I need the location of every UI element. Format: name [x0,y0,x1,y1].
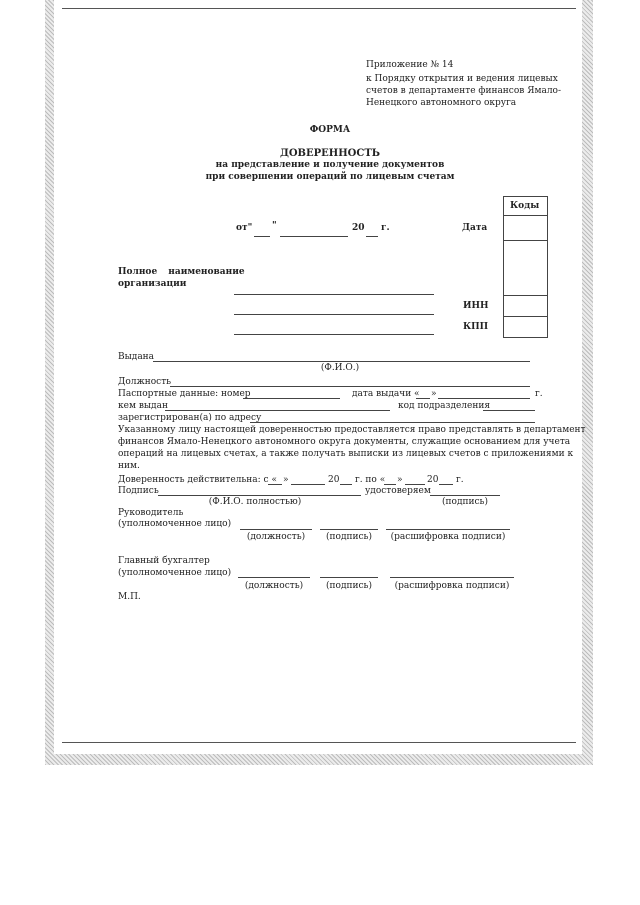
issued-label: Выдана [118,352,155,362]
accountant-position-line [238,577,310,578]
body-text-line-4: ним. [118,461,140,471]
validity-from-day-line [268,484,282,485]
head-decode-caption: (расшифровка подписи) [390,532,506,542]
registered-line [250,422,535,423]
inn-label: ИНН [463,301,489,311]
org-name-line-1 [234,294,434,295]
org-label-line-1: Полное наименование [118,267,245,277]
issue-date-mid: » [431,389,437,399]
position-line [170,386,530,387]
inn-code-cell [503,295,548,317]
accountant-sign-caption: (подпись) [326,581,372,591]
document-subtitle-2: при совершении операций по лицевым счетам [205,172,455,182]
validity-year-prefix: 20 [328,475,340,485]
issued-line [153,361,530,362]
head-position-caption: (должность) [246,532,306,542]
issue-date-label: дата выдачи « [352,389,420,399]
body-text-line-2: финансов Ямало-Ненецкого автономного округа документы, служащие основанием для учета [118,437,571,447]
head-sign-line [320,529,378,530]
dept-code-label: код подразделения [398,401,491,411]
validity-label: Доверенность действительна: с « [118,475,277,485]
blank-code-cell [503,240,548,296]
date-from-label: от" [236,223,253,233]
issued-by-line [165,410,390,411]
issued-by-label: кем выдан [118,401,168,411]
kpp-label: КПП [463,322,489,332]
date-year-line [366,236,378,237]
date-day-line [254,236,270,237]
validity-year-suffix: г. [456,475,464,485]
head-sign-caption: (подпись) [326,532,372,542]
appendix-number: Приложение № 14 [366,60,454,70]
date-year-suffix: г. [381,223,390,233]
accountant-label: Главный бухгалтер [118,556,210,566]
issue-date-year: г. [535,389,543,399]
certify-sign-line [430,495,500,496]
validity-quote-close: » [283,475,289,485]
date-code-cell [503,215,548,241]
date-year-prefix: 20 [352,223,365,233]
accountant-sign-line [320,577,378,578]
signature-line [158,495,361,496]
validity-quote-close-2: » [397,475,403,485]
org-name-line-3 [234,334,434,335]
kpp-code-cell [503,316,548,338]
appendix-line-3: Ненецкого автономного округа [366,98,517,108]
form-label: ФОРМА [309,125,351,135]
validity-to-label: г. по « [355,475,386,485]
validity-year-prefix-2: 20 [427,475,439,485]
appendix-line-2: счетов в департаменте финансов Ямало- [366,86,562,96]
accountant-position-caption: (должность) [244,581,304,591]
date-label: Дата [462,223,488,233]
head-position-line [240,529,312,530]
validity-to-day-line [384,484,396,485]
document-subtitle-1: на представление и получение документов [215,160,445,170]
issue-month-line [438,398,530,399]
head-label: Руководитель [118,508,184,518]
head-decode-line [386,529,510,530]
passport-label: Паспортные данные: номер [118,389,251,399]
body-text-line-1: Указанному лицу настоящей доверенностью предоставляется право представлять в департамент [118,425,586,435]
certify-label: удостоверяем [365,486,431,496]
validity-to-month-line [405,484,425,485]
fio-caption: (Ф.И.О.) [320,363,360,373]
validity-from-month-line [291,484,325,485]
accountant-decode-line [390,577,514,578]
codes-header: Коды [510,201,540,211]
signature-label: Подпись [118,486,159,496]
bottom-border-line [62,742,576,743]
validity-to-year-line [439,484,453,485]
head-authorized-label: (уполномоченное лицо) [118,519,232,529]
certify-sign-caption: (подпись) [442,497,488,507]
org-name-line-2 [234,314,434,315]
accountant-authorized-label: (уполномоченное лицо) [118,568,232,578]
registered-label: зарегистрирован(а) по адресу [118,413,262,423]
date-quote: " [272,221,277,231]
top-border-line [62,8,576,9]
passport-number-line [243,398,340,399]
position-label: Должность [118,377,172,387]
fio-full-caption: (Ф.И.О. полностью) [208,497,302,507]
dept-code-line [483,410,535,411]
validity-year-line [340,484,352,485]
accountant-decode-caption: (расшифровка подписи) [394,581,510,591]
issue-day-line [416,398,430,399]
body-text-line-3: операций на лицевых счетах, а также получать выписки из лицевых счетов с приложениями к [118,449,574,459]
document-title: ДОВЕРЕННОСТЬ [279,148,381,159]
org-label-line-2: организации [118,279,187,289]
codes-header-cell [503,196,548,216]
appendix-line-1: к Порядку открытия и ведения лицевых [366,74,558,84]
date-month-line [280,236,348,237]
stamp-label: М.П. [118,592,141,602]
